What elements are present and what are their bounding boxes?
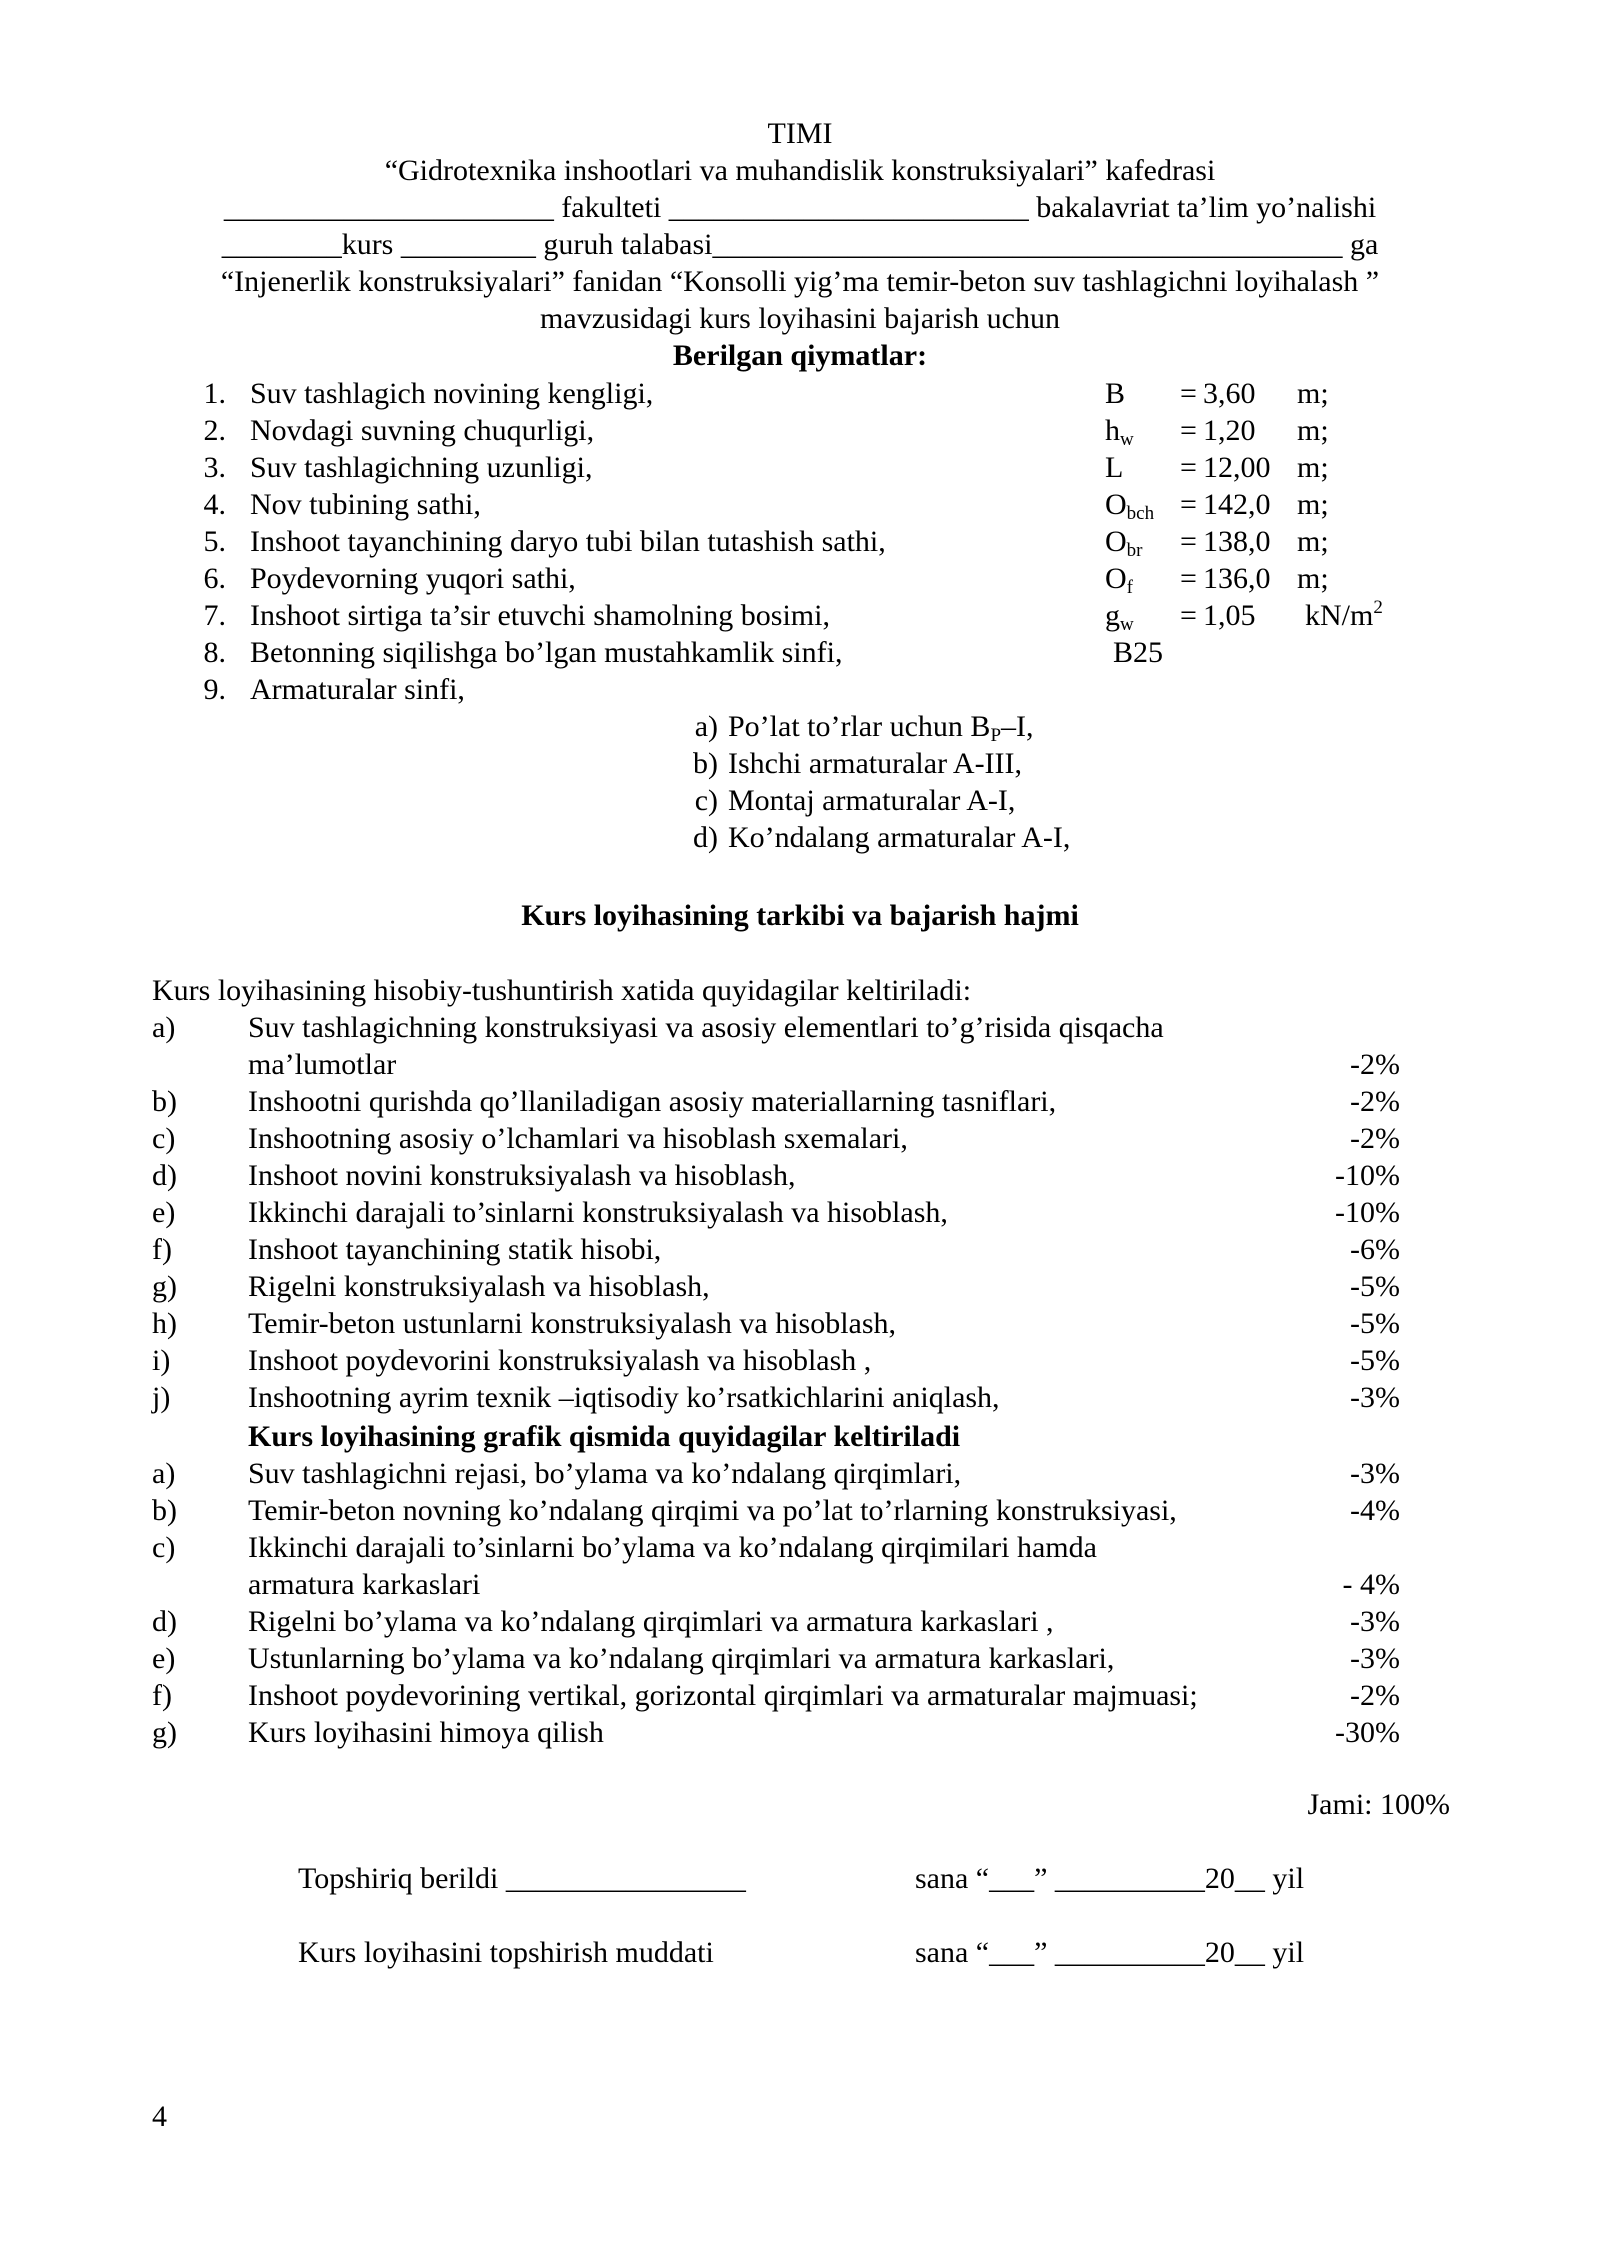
composition-item-text: Inshoot poydevorini konstruksiyalash va hisoblash , — [248, 1344, 872, 1377]
symbol-letter: L — [1105, 451, 1124, 484]
graphic-item-text: Suv tashlagichni rejasi, bo’ylama va ko’ndalang qirqimlari, — [248, 1457, 962, 1490]
graphic-item-text-continued: armatura karkaslari — [248, 1568, 481, 1601]
symbol-subscript: f — [1126, 577, 1133, 598]
composition-item-letter: j) — [152, 1381, 171, 1414]
composition-item-text: Inshoot novini konstruksiyalash va hisoblash, — [248, 1159, 796, 1192]
composition-item-percentage: -6% — [1350, 1233, 1400, 1266]
unit-text: m; — [1297, 414, 1329, 447]
composition-item-letter: b) — [152, 1085, 177, 1118]
composition-item-letter: h) — [152, 1307, 177, 1340]
composition-item-letter: e) — [152, 1196, 176, 1229]
given-item-equals: = — [1180, 599, 1197, 632]
rebar-class-letter: d) — [693, 821, 718, 854]
given-item-unit — [1297, 560, 1329, 597]
given-item-text: Inshoot sirtiga ta’sir etuvchi shamolning bosimi, — [250, 599, 830, 632]
given-item-text: Suv tashlagichning uzunligi, — [250, 451, 593, 484]
symbol-letter: O — [1105, 525, 1127, 558]
symbol-subscript: w — [1120, 429, 1134, 450]
given-item-text: Betonning siqilishga bo’lgan mustahkamlik sinfi, — [250, 636, 843, 669]
given-item-number: 6. — [203, 562, 226, 595]
given-item-equals: = — [1180, 414, 1197, 447]
composition-item-letter: a) — [152, 1011, 176, 1044]
symbol-subscript: w — [1120, 614, 1134, 635]
given-item-equals: = — [1180, 525, 1197, 558]
rebar-class-letter: c) — [694, 784, 718, 817]
rebar-class-suffix: –I, — [1001, 710, 1034, 743]
given-item-value: 1,05 — [1203, 599, 1256, 632]
given-item-symbol — [1105, 597, 1134, 634]
given-item-text: Poydevorning yuqori sathi, — [250, 562, 576, 595]
composition-item-text: Rigelni konstruksiyalash va hisoblash, — [248, 1270, 710, 1303]
unit-text: m; — [1297, 488, 1329, 521]
given-item-text: Nov tubining sathi, — [250, 488, 481, 521]
unit-text: m; — [1297, 562, 1329, 595]
symbol-subscript: bch — [1126, 503, 1155, 524]
rebar-class-text — [728, 745, 1022, 782]
given-item-symbol — [1105, 523, 1143, 560]
given-item-unit — [1297, 375, 1329, 412]
page-number: 4 — [152, 2100, 167, 2133]
composition-item-letter: g) — [152, 1270, 177, 1303]
graphic-item-text: Rigelni bo’ylama va ko’ndalang qirqimlari va armatura karkaslari , — [248, 1605, 1054, 1638]
given-item-unit — [1297, 449, 1329, 486]
graphic-item-text: Temir-beton novning ko’ndalang qirqimi va po’lat to’rlarning konstruksiyasi, — [248, 1494, 1177, 1527]
unit-text: m; — [1297, 377, 1329, 410]
composition-item-text: Suv tashlagichning konstruksiyasi va asosiy elementlari to’g’risida qisqacha — [248, 1011, 1164, 1044]
given-item-symbol — [1105, 486, 1154, 523]
composition-item-letter: d) — [152, 1159, 177, 1192]
org-name: TIMI — [767, 117, 833, 150]
symbol-subscript: br — [1126, 540, 1143, 561]
graphic-section-title: Kurs loyihasining grafik qismida quyidagilar keltiriladi — [248, 1420, 961, 1453]
composition-intro: Kurs loyihasining hisobiy-tushuntirish xatida quyidagilar keltiriladi: — [152, 974, 972, 1007]
composition-item-percentage: -3% — [1350, 1381, 1400, 1414]
graphic-item-percentage: -4% — [1350, 1494, 1400, 1527]
composition-item-text: Inshootni qurishda qo’llaniladigan asosiy materiallarning tasniflari, — [248, 1085, 1057, 1118]
symbol-letter: h — [1105, 414, 1120, 447]
composition-item-percentage: -5% — [1350, 1270, 1400, 1303]
graphic-item-percentage: - 4% — [1342, 1568, 1400, 1601]
composition-item-percentage: -2% — [1350, 1085, 1400, 1118]
given-item-symbol — [1113, 634, 1163, 671]
composition-item-text: Inshootning asosiy o’lchamlari va hisoblash sxemalari, — [248, 1122, 908, 1155]
composition-item-percentage: -10% — [1335, 1196, 1400, 1229]
composition-item-text: Ikkinchi darajali to’sinlarni konstruksiyalash va hisoblash, — [248, 1196, 948, 1229]
graphic-item-text: Ikkinchi darajali to’sinlarni bo’ylama va ko’ndalang qirqimilari hamda — [248, 1531, 1097, 1564]
total-percentage: Jami: 100% — [1307, 1788, 1450, 1821]
given-item-equals: = — [1180, 488, 1197, 521]
given-item-number: 8. — [203, 636, 226, 669]
given-item-equals: = — [1180, 451, 1197, 484]
graphic-item-letter: g) — [152, 1716, 177, 1749]
rebar-class-name: Montaj armaturalar A-I, — [728, 784, 1016, 817]
symbol-letter: g — [1105, 599, 1120, 632]
composition-item-percentage: -2% — [1350, 1048, 1400, 1081]
graphic-item-text: Kurs loyihasini himoya qilish — [248, 1716, 604, 1749]
symbol-letter: O — [1105, 488, 1127, 521]
unit-text: m; — [1297, 525, 1329, 558]
rebar-class-text — [728, 782, 1015, 819]
symbol-letter: B — [1105, 377, 1126, 410]
given-item-value: 138,0 — [1203, 525, 1271, 558]
graphic-item-letter: c) — [152, 1531, 176, 1564]
graphic-item-percentage: -2% — [1350, 1679, 1400, 1712]
graphic-item-percentage: -3% — [1350, 1642, 1400, 1675]
given-item-number: 5. — [203, 525, 226, 558]
given-item-unit — [1297, 486, 1329, 523]
symbol-letter: B25 — [1113, 636, 1164, 669]
department-name: “Gidrotexnika inshootlari va muhandislik konstruksiyalari” kafedrasi — [384, 154, 1216, 187]
graphic-item-letter: e) — [152, 1642, 176, 1675]
rebar-class-name: Ishchi armaturalar A-III, — [728, 747, 1023, 780]
composition-item-letter: i) — [152, 1344, 171, 1377]
assignment-issued: Topshiriq berildi ________________ — [298, 1862, 746, 1895]
graphic-item-text: Ustunlarning bo’ylama va ko’ndalang qirqimlari va armatura karkaslari, — [248, 1642, 1115, 1675]
composition-item-text: Inshoot tayanchining statik hisobi, — [248, 1233, 662, 1266]
graphic-item-percentage: -3% — [1350, 1605, 1400, 1638]
rebar-class-text — [728, 819, 1070, 856]
given-item-unit — [1297, 523, 1329, 560]
composition-item-letter: c) — [152, 1122, 176, 1155]
purpose-line: mavzusidagi kurs loyihasini bajarish uchun — [540, 302, 1060, 335]
faculty-line: ______________________ fakulteti ________________________ bakalavriat ta’lim yo’nalishi — [223, 191, 1377, 224]
rebar-class-text — [728, 708, 1034, 745]
unit-superscript: 2 — [1373, 597, 1383, 618]
composition-item-percentage: -5% — [1350, 1344, 1400, 1377]
graphic-item-letter: f) — [152, 1679, 172, 1712]
unit-text: kN/m — [1305, 599, 1374, 632]
graphic-item-letter: b) — [152, 1494, 177, 1527]
graphic-item-percentage: -30% — [1335, 1716, 1400, 1749]
given-item-text: Novdagi suvning chuqurligi, — [250, 414, 595, 447]
given-item-symbol — [1105, 560, 1133, 597]
composition-item-percentage: -5% — [1350, 1307, 1400, 1340]
given-item-text: Inshoot tayanchining daryo tubi bilan tutashish sathi, — [250, 525, 886, 558]
given-item-value: 3,60 — [1203, 377, 1256, 410]
given-item-number: 2. — [203, 414, 226, 447]
given-item-number: 7. — [203, 599, 226, 632]
given-values-title: Berilgan qiymatlar: — [672, 339, 928, 372]
student-line: ________kurs _________ guruh talabasi__________________________________________ ga — [221, 228, 1379, 261]
rebar-class-name: Ko’ndalang armaturalar A-I, — [728, 821, 1071, 854]
composition-item-letter: f) — [152, 1233, 172, 1266]
given-item-value: 142,0 — [1203, 488, 1271, 521]
given-item-unit — [1305, 597, 1383, 634]
deadline-date: sana “___” __________20__ yil — [915, 1936, 1305, 1969]
graphic-item-letter: d) — [152, 1605, 177, 1638]
rebar-class-name: Po’lat to’rlar uchun B — [728, 710, 991, 743]
composition-title: Kurs loyihasining tarkibi va bajarish hajmi — [521, 899, 1079, 932]
composition-item-percentage: -10% — [1335, 1159, 1400, 1192]
given-item-text: Armaturalar sinfi, — [250, 673, 465, 706]
graphic-item-text: Inshoot poydevorining vertikal, gorizontal qirqimlari va armaturalar majmuasi; — [248, 1679, 1198, 1712]
given-item-unit — [1297, 412, 1329, 449]
given-item-text: Suv tashlagich novining kengligi, — [250, 377, 654, 410]
subject-line: “Injenerlik konstruksiyalari” fanidan “Konsolli yig’ma temir-beton suv tashlagichni loyihalash ” — [220, 265, 1380, 298]
given-item-symbol — [1105, 449, 1123, 486]
graphic-item-percentage: -3% — [1350, 1457, 1400, 1490]
graphic-item-letter: a) — [152, 1457, 176, 1490]
composition-item-text-continued: ma’lumotlar — [248, 1048, 397, 1081]
composition-item-text: Inshootning ayrim texnik –iqtisodiy ko’rsatkichlarini aniqlash, — [248, 1381, 1000, 1414]
issued-date: sana “___” __________20__ yil — [915, 1862, 1305, 1895]
given-item-number: 9. — [203, 673, 226, 706]
given-item-number: 3. — [203, 451, 226, 484]
given-item-value: 12,00 — [1203, 451, 1271, 484]
rebar-class-letter: a) — [694, 710, 718, 743]
given-item-symbol — [1105, 412, 1134, 449]
submission-deadline: Kurs loyihasini topshirish muddati — [298, 1936, 714, 1969]
rebar-class-letter: b) — [693, 747, 718, 780]
given-item-number: 4. — [203, 488, 226, 521]
given-item-equals: = — [1180, 562, 1197, 595]
composition-item-text: Temir-beton ustunlarni konstruksiyalash va hisoblash, — [248, 1307, 897, 1340]
given-item-symbol — [1105, 375, 1125, 412]
symbol-letter: O — [1105, 562, 1127, 595]
given-item-value: 136,0 — [1203, 562, 1271, 595]
unit-text: m; — [1297, 451, 1329, 484]
rebar-class-subscript: P — [990, 725, 1002, 746]
given-item-equals: = — [1180, 377, 1197, 410]
given-item-number: 1. — [203, 377, 226, 410]
composition-item-percentage: -2% — [1350, 1122, 1400, 1155]
given-item-value: 1,20 — [1203, 414, 1256, 447]
